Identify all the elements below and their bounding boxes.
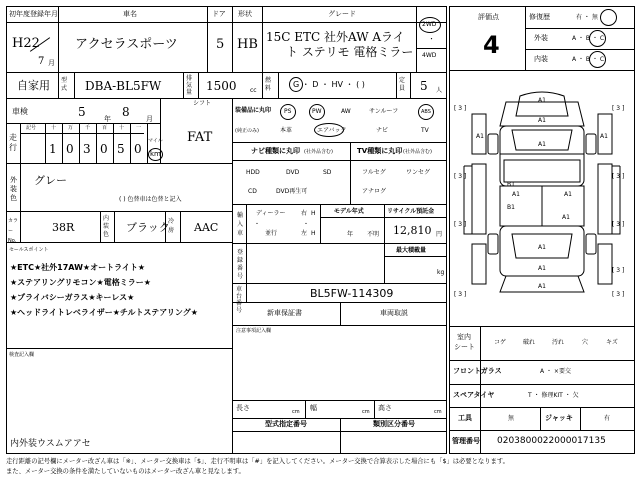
repair-none-circle xyxy=(600,9,617,26)
interior-color: ブラック xyxy=(126,221,170,234)
equip-aw: AW xyxy=(341,108,351,115)
model-year-label: モデル年式 xyxy=(334,208,364,215)
spare-label: スペアタイヤ xyxy=(453,391,495,399)
mileage-digit: 0 xyxy=(66,142,74,156)
mileage-digit: 0 xyxy=(100,142,108,156)
fuel: G ・ D ・ HV ・ ( ) xyxy=(293,80,365,89)
width-cm: cm xyxy=(362,409,370,415)
width-label: 幅 xyxy=(310,404,317,412)
import-right: 右 xyxy=(301,210,308,217)
equip-pw: PW xyxy=(312,108,322,115)
inspection-month-unit: 月 xyxy=(146,115,153,123)
seat-item: 破れ xyxy=(523,339,536,346)
import-dot: ・ xyxy=(254,221,261,228)
spare-value: T ・ 修理KIT ・ 欠 xyxy=(528,392,579,399)
category-no-label: 類別区分番号 xyxy=(373,420,415,428)
max-load-label: 最大積載量 xyxy=(396,247,427,254)
import-h2: H xyxy=(311,230,316,237)
grade-line2: ト ステリモ 電格ミラー xyxy=(286,45,414,59)
exterior: A ・ B ・ C xyxy=(572,35,605,42)
cc-unit: cc xyxy=(250,87,257,94)
warranty: 新車保証書 xyxy=(267,309,302,317)
inspection-year-unit: 年 xyxy=(104,115,111,123)
mileage-unit-1k: 千 xyxy=(85,125,91,131)
car-name: アクセラスポーツ xyxy=(75,37,178,52)
diagram-bracket: [ 3 ] xyxy=(612,291,625,298)
tools-none: 無 xyxy=(508,415,515,422)
footer-line2: また、メーター交換の条件を満たしていないものはメーター改ざん車と見なします。 xyxy=(6,468,245,475)
navi-subtitle: (社外品含む) xyxy=(304,149,333,155)
diagram-label: A1 xyxy=(538,283,546,290)
jack-label: ジャッキ xyxy=(545,414,573,422)
car-damage-diagram xyxy=(452,74,632,320)
mileage-km: km xyxy=(150,150,161,158)
diagram-bracket: [ 3 ] xyxy=(454,291,467,298)
seat-item: 汚れ xyxy=(552,339,565,346)
navi-sd: SD xyxy=(323,169,332,176)
door-label: ドア xyxy=(212,10,226,18)
mileage-unit-10: 十 xyxy=(119,125,125,131)
diagram-label: A1 xyxy=(538,265,546,272)
equip-sunroof: サンルーフ xyxy=(369,108,399,115)
score-label: 評価点 xyxy=(478,13,499,21)
tv-subtitle: (社外品含む) xyxy=(403,149,432,155)
drive-dot: ・ xyxy=(428,35,435,43)
tv-fullseg: フルセグ xyxy=(362,169,386,176)
drive-2wd: 2WD xyxy=(422,21,437,28)
interior-b-circle xyxy=(589,51,606,68)
navi-hdd: HDD xyxy=(246,169,260,176)
navi-title: ナビ種類に丸印 xyxy=(251,147,300,155)
diagram-label: A1 xyxy=(538,141,546,148)
displacement: 1500 xyxy=(206,79,237,93)
import-left: 左 xyxy=(301,230,308,237)
inspector-note: 内外装ウスムアアセ xyxy=(10,439,91,449)
management-label: 管理番号 xyxy=(452,437,480,445)
capacity-label: 定員 xyxy=(399,77,406,92)
jack-value: 有 xyxy=(604,415,611,422)
mileage-unit-100k: 十 xyxy=(51,125,57,131)
mileage-digit: 1 xyxy=(49,142,57,156)
import-dot2: ・ xyxy=(303,221,310,228)
diagram-label: B1 xyxy=(507,204,515,211)
seat-item: コゲ xyxy=(494,339,507,346)
reg-month: 7 xyxy=(38,56,45,67)
model-type-label: 型式 xyxy=(61,77,68,92)
model-year-unknown: 不明 xyxy=(367,231,380,238)
equip-abs: ABS xyxy=(421,109,431,115)
recycle-label: リサイクル預託金 xyxy=(387,208,435,215)
tools-label: 工具 xyxy=(458,414,472,422)
diagram-label: A1 xyxy=(562,214,570,221)
model-type: DBA-BL5FW xyxy=(85,79,162,93)
mileage-digit: 0 xyxy=(134,142,142,156)
frame-value: BL5FW-114309 xyxy=(310,287,394,300)
diagram-label: A1 xyxy=(564,191,572,198)
length-cm: cm xyxy=(292,409,300,415)
import-parallel: 並行 xyxy=(265,230,278,237)
import-label: 輸入車 xyxy=(237,212,244,237)
seat-label-2: シート xyxy=(454,343,475,351)
equip-airbag: エアバック xyxy=(317,127,347,134)
selling-point: ★ETC★社外17AW★オートライト★ xyxy=(10,263,146,272)
import-dealer: ディーラー xyxy=(256,210,286,217)
shape-label: 形状 xyxy=(238,10,252,18)
selling-point: ★ヘッドライトレベライザー★チルトステアリング★ xyxy=(10,308,198,317)
manual: 車両取説 xyxy=(380,309,408,317)
height-cm: cm xyxy=(434,409,442,415)
reg-year-label: 初年度登録年月 xyxy=(9,10,58,18)
diagram-bracket: [ 3 ] xyxy=(454,173,467,180)
grade-line1: 15C ETC 社外AW Aライ xyxy=(266,30,405,44)
inspector-label: 検査記入欄 xyxy=(9,352,35,358)
management-value: 0203800022000017135 xyxy=(497,436,606,446)
equip-ps: PS xyxy=(284,108,292,115)
color-note: ( ) 色替車は色替と記入 xyxy=(119,196,182,203)
mileage-digit: 3 xyxy=(83,142,91,156)
selling-points-label: セールスポイント xyxy=(9,247,49,253)
tv-analog: アナログ xyxy=(362,188,387,195)
inspection-year: 5 xyxy=(78,105,86,119)
interior: A ・ B ・ C xyxy=(572,56,605,63)
drive-4wd: 4WD xyxy=(422,52,437,59)
import-h1: H xyxy=(311,210,316,217)
mileage-label: 走行 xyxy=(9,133,17,152)
grade-label: グレード xyxy=(328,10,356,18)
shift-label: シフト xyxy=(193,100,212,107)
navi-dvd-play: DVD再生可 xyxy=(276,188,308,195)
mileage-unit-100: 百 xyxy=(102,125,108,131)
car-name-label: 車名 xyxy=(123,10,137,18)
diagram-bracket: [ 3 ] xyxy=(612,173,625,180)
equip-leather: 本革 xyxy=(280,127,293,134)
capacity-unit: 人 xyxy=(436,87,443,94)
diagram-bracket: [ 3 ] xyxy=(612,105,625,112)
selling-point: ★プライバシーガラス★キーレス★ xyxy=(10,293,135,302)
navi-dvd: DVD xyxy=(286,169,300,176)
inspection-label: 車検 xyxy=(12,107,28,116)
color-no: 38R xyxy=(52,221,75,234)
mileage-unit-1: 一 xyxy=(136,125,142,131)
tv-title: TV種類に丸印 xyxy=(357,147,403,155)
diagram-label: A1 xyxy=(512,191,520,198)
color-value: グレー xyxy=(34,174,67,187)
seat-label-1: 室内 xyxy=(457,333,471,341)
displacement-label: 排気量 xyxy=(186,75,193,96)
mileage-unit-symbol: 記号 xyxy=(26,125,37,131)
doors: 5 xyxy=(216,37,225,52)
shape: HB xyxy=(237,37,258,52)
registration-label: 登録番号 xyxy=(237,249,244,280)
equipment-title: 装備品に丸印 xyxy=(235,107,272,114)
inspection-month: 8 xyxy=(122,105,130,119)
navi-cd: CD xyxy=(248,188,257,195)
equip-navi: ナビ xyxy=(376,127,389,134)
mileage-digit: 5 xyxy=(117,142,125,156)
exterior-label: 外装 xyxy=(534,34,548,42)
tv-oneseg: ワンセグ xyxy=(406,169,431,176)
repair: 有 ・ 無 xyxy=(576,14,598,21)
capacity: 5 xyxy=(420,79,428,93)
shift: FAT xyxy=(187,130,213,145)
selling-point: ★ステアリングリモコン★電格ミラー★ xyxy=(10,278,151,287)
frame-label: 車台番号 xyxy=(236,286,243,314)
diagram-bracket: [ 3 ] xyxy=(612,267,625,274)
ac-label: 冷房 xyxy=(168,218,175,234)
score: 4 xyxy=(483,31,500,59)
height-label: 高さ xyxy=(378,404,392,412)
diagram-label: A1 xyxy=(476,133,484,140)
ac: AAC xyxy=(194,221,219,234)
interior-label: 内装 xyxy=(534,55,548,63)
diagram-bracket: [ 3 ] xyxy=(454,221,467,228)
repair-label: 修復歴 xyxy=(529,13,550,21)
diagram-label: A1 xyxy=(538,97,546,104)
max-load-kg: kg xyxy=(437,269,445,276)
diagram-bracket: [ 3 ] xyxy=(454,105,467,112)
color-no-label: カラーNo. xyxy=(8,218,19,244)
exterior-b-circle xyxy=(589,30,606,47)
model-year-unit: 年 xyxy=(347,231,354,238)
seat-item: キズ xyxy=(606,339,618,346)
reg-year: H22 xyxy=(12,36,40,51)
diagram-label: A1 xyxy=(538,244,546,251)
recycle-yen: 円 xyxy=(436,231,443,238)
color-label: 外装色 xyxy=(10,176,17,202)
usage: 自家用 xyxy=(17,79,50,92)
mileage-mile: マイル xyxy=(148,138,163,144)
glass-value: A ・ ×要交 xyxy=(540,368,571,375)
equip-tv: TV xyxy=(421,127,429,134)
length-label: 長さ xyxy=(236,404,250,412)
fuel-label: 燃料 xyxy=(265,77,272,92)
footer-line1: 走行距離の記号欄にメーター改ざん車は「※」、メーター交換車は「$」、走行不明車は「#」を記入してください。メーター交換で合算表示した場合にも「$」は必要となります。 xyxy=(6,458,509,465)
diagram-bracket: [ 3 ] xyxy=(612,221,625,228)
diagram-label: A1 xyxy=(600,133,608,140)
mileage-unit-10k: 万 xyxy=(68,125,74,131)
seat-item: 穴 xyxy=(582,339,589,346)
recycle: 12,810 xyxy=(393,224,432,237)
diagram-label: A1 xyxy=(538,117,546,124)
interior-color-label: 内装色 xyxy=(103,215,110,238)
glass-label: フロントガラス xyxy=(453,367,502,375)
equipment-subtitle: (純正のみ) xyxy=(235,128,259,134)
reg-month-unit: 月 xyxy=(48,59,55,67)
caution-label: 注意事項記入欄 xyxy=(236,328,272,334)
diagram-label: B1 xyxy=(507,181,515,188)
model-no-label: 型式指定番号 xyxy=(265,420,307,428)
